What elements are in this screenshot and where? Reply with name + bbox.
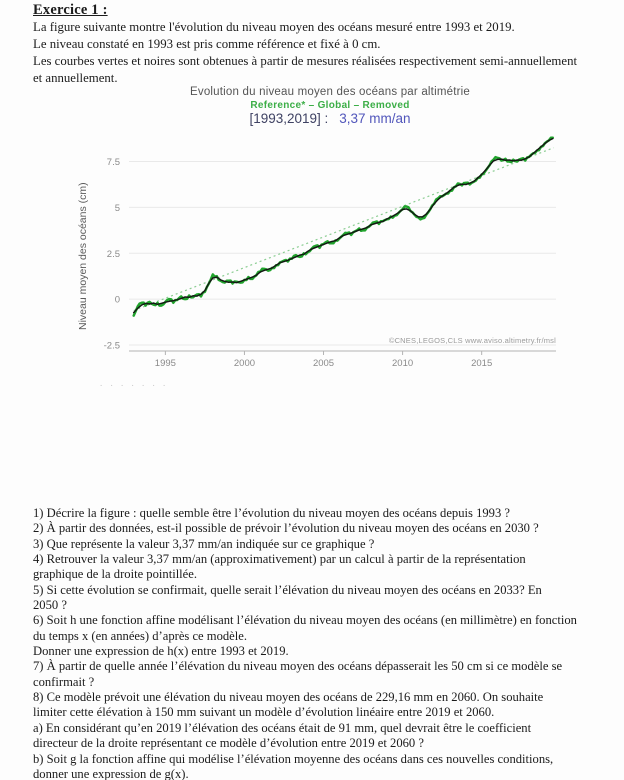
text-line: directeur de la droite représentant ce modèle d’évolution entre 2019 et 2060 ?	[33, 736, 424, 751]
text-line: limiter cette élévation à 150 mm suivant un modèle d’évolution linéaire entre 2019 et 2060.	[33, 705, 495, 720]
text-line: Les courbes vertes et noires sont obtenues à partir de mesures réalisées respectivement semi-annuellement	[33, 54, 578, 68]
y-tick-label: 0	[114, 294, 120, 306]
exercise-title: Exercice 1 :	[33, 2, 108, 18]
text-line: Donner une expression de h(x) entre 1993 et 2019.	[33, 644, 289, 659]
chart-title: Evolution du niveau moyen des océans par altimétrie	[190, 86, 470, 98]
y-tick-label: -2.5	[103, 340, 120, 352]
text-line: et annuellement.	[33, 71, 118, 85]
text-line: 2) À partir des données, est-il possible de prévoir l’évolution du niveau moyen des océans en 2030 ?	[33, 521, 539, 536]
text-line: 3) Que représente la valeur 3,37 mm/an indiquée sur ce graphique ?	[33, 536, 375, 551]
x-tick-label: 1995	[154, 358, 176, 369]
x-tick-label: 2005	[312, 358, 335, 369]
sea-level-chart-figure	[64, 84, 596, 388]
text-line: a) En considérant qu’en 2019 l’élévation des océans était de 91 mm, quel devrait être le coefficient	[33, 720, 532, 735]
text-line: 6) Soit h une fonction affine modélisant l’élévation du niveau moyen des océans (en millimètre) en fonction	[33, 613, 577, 628]
y-tick-label: 7.5	[106, 157, 120, 169]
y-tick-label: 2.5	[106, 248, 120, 260]
questions-list	[33, 506, 618, 780]
text-line: La figure suivante montre l'évolution du niveau moyen des océans mesuré entre 1993 et 2019.	[33, 20, 515, 34]
text-line: b) Soit g la fonction affine qui modélise l’élévation moyenne des océans dans ces nouvelles conditions,	[33, 751, 554, 766]
x-tick-label: 2015	[471, 358, 493, 369]
text-line: graphique de la droite pointillée.	[33, 567, 198, 582]
chart-rate-value: 3,37 mm/an	[339, 111, 411, 126]
y-tick-label: 5	[114, 202, 120, 214]
text-line: 7) À partir de quelle année l’élévation du niveau moyen des océans dépasserait les 50 cm si ce modèle se	[33, 659, 563, 674]
text-line: Le niveau constaté en 1993 est pris comme référence et fixé à 0 cm.	[33, 37, 381, 51]
text-line: 8) Ce modèle prévoit une élévation du niveau moyen des océans de 229,16 mm en 2060. On souhaite	[33, 690, 544, 705]
series-annual-black	[134, 139, 553, 313]
text-line: 2050 ?	[33, 598, 67, 613]
text-line: 1) Décrire la figure : quelle semble être l’évolution du niveau moyen des océans depuis 1993 ?	[33, 506, 511, 520]
scan-artifact-dots: . . . . . . .	[100, 378, 169, 388]
text-line: donner une expression de g(x).	[33, 766, 189, 780]
text-line: confirmait ?	[33, 674, 95, 689]
chart-watermark: ©CNES,LEGOS,CLS www.aviso.altimetry.fr/msl	[388, 336, 556, 345]
chart-subtitle: Reference* – Global – Removed	[250, 100, 410, 111]
text-line: 4) Retrouver la valeur 3,37 mm/an (approximativement) par un calcul à partir de la représentation	[33, 552, 526, 567]
y-axis-label: Niveau moyen des océans (cm)	[77, 182, 89, 330]
text-line: 5) Si cette évolution se confirmait, quelle serait l’élévation du niveau moyen des océans en 2033? En	[33, 582, 542, 597]
x-tick-label: 2000	[233, 358, 256, 369]
chart-period-label: [1993,2019] :	[249, 111, 329, 126]
trend-line	[134, 148, 554, 311]
x-tick-label: 2010	[392, 358, 414, 369]
intro-paragraph	[33, 19, 608, 87]
text-line: du temps x (en années) d’après ce modèle.	[33, 628, 248, 643]
